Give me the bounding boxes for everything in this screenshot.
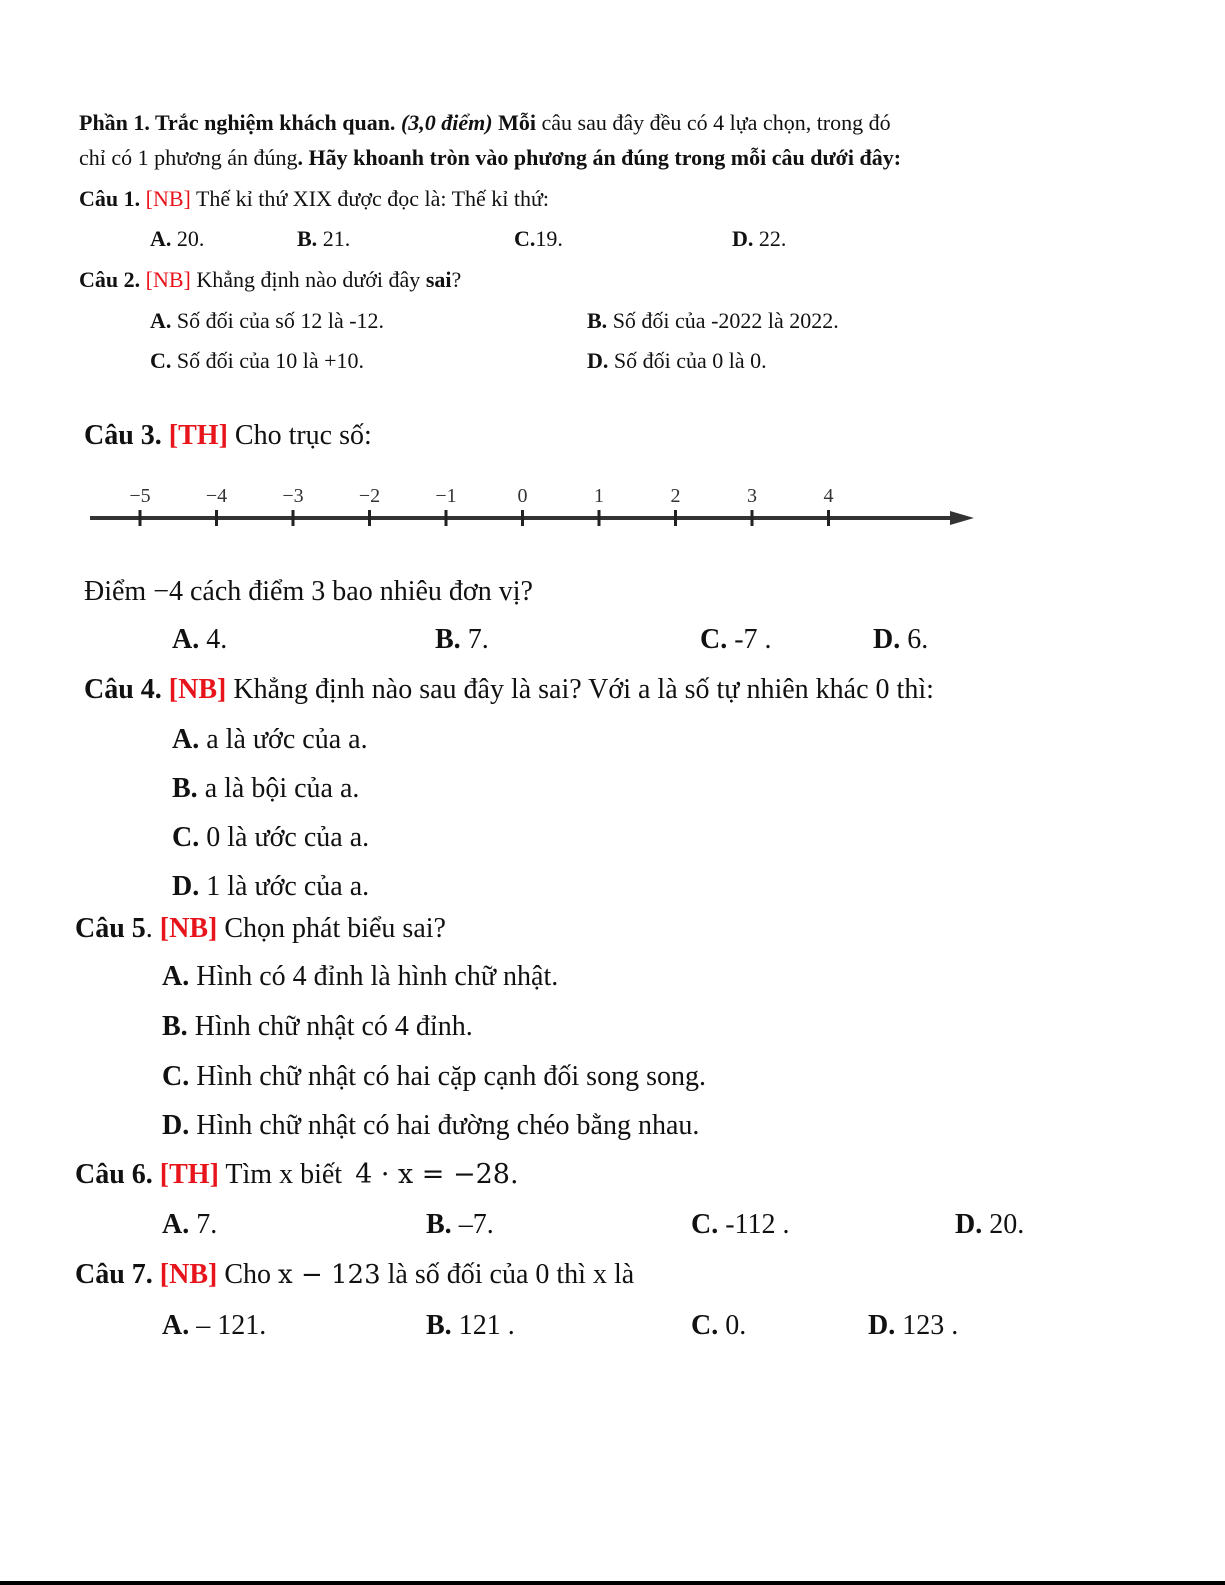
q2-option-d-key: D. [587, 348, 609, 373]
q1-stem: Thế kỉ thứ XIX được đọc là: Thế kỉ thứ: [195, 186, 550, 211]
q5-stem: Chọn phát biểu sai? [224, 913, 446, 944]
q7-option-b-text: 121 . [458, 1310, 515, 1341]
q5-option-c-key: C. [162, 1061, 190, 1092]
q4-option-c-text: 0 là ước của a. [206, 822, 370, 853]
q3-option-c[interactable] [700, 624, 772, 656]
q7-option-c-key: C. [691, 1310, 719, 1341]
question-5 [75, 913, 446, 945]
q4-option-d[interactable] [172, 871, 369, 903]
question-6 [75, 1159, 519, 1191]
q3-option-d-key: D. [873, 624, 901, 655]
number-line-label: −4 [205, 485, 228, 507]
question-2 [79, 267, 461, 293]
q3-option-c-key: C. [700, 624, 728, 655]
q2-option-b[interactable] [587, 308, 839, 334]
part-heading [79, 110, 891, 136]
question-7 [75, 1259, 634, 1291]
q5-option-a-text: Hình có 4 đỉnh là hình chữ nhật. [196, 961, 559, 992]
q7-option-a[interactable] [162, 1310, 266, 1342]
q2-label: Câu 2. [79, 267, 141, 292]
q6-option-d-text: 20. [989, 1209, 1025, 1240]
q6-option-a-text: 7. [196, 1209, 218, 1240]
q1-option-d-text: 22. [758, 226, 787, 251]
question-1 [79, 186, 549, 212]
q7-stem-a: Cho [224, 1259, 272, 1290]
q4-option-c[interactable] [172, 822, 369, 854]
q7-stem-b: là số đối của 0 thì x là [387, 1259, 635, 1290]
q7-option-c[interactable] [691, 1310, 746, 1342]
q7-tag: [NB] [159, 1259, 218, 1290]
q7-option-d[interactable] [868, 1310, 958, 1342]
q6-tag: [TH] [159, 1159, 219, 1190]
number-line-label: 2 [670, 485, 681, 507]
q5-dot: . [145, 913, 153, 944]
q6-option-a[interactable] [162, 1209, 217, 1241]
instruction-line2a: chỉ có 1 phương án đúng [79, 145, 298, 170]
number-line-arrow [950, 511, 974, 525]
part-title: Phần 1. Trắc nghiệm khách quan. [79, 110, 396, 135]
q6-option-c[interactable] [691, 1209, 790, 1241]
q6-option-b-key: B. [426, 1209, 452, 1240]
q5-option-a-key: A. [162, 961, 190, 992]
q6-label: Câu 6. [75, 1159, 153, 1190]
q6-option-b[interactable] [426, 1209, 494, 1241]
q5-option-d-text: Hình chữ nhật có hai đường chéo bằng nhau. [196, 1110, 700, 1141]
q7-option-c-text: 0. [725, 1310, 747, 1341]
q6-option-c-text: -112 . [725, 1209, 790, 1240]
q5-option-b-text: Hình chữ nhật có 4 đỉnh. [194, 1011, 473, 1042]
question-4 [84, 674, 934, 706]
q1-option-a[interactable] [150, 226, 204, 252]
number-line-label: 4 [823, 485, 834, 507]
number-line [80, 478, 980, 538]
q5-option-d-key: D. [162, 1110, 190, 1141]
number-line-label: 0 [517, 485, 528, 507]
q1-option-c-text: 19. [535, 226, 563, 251]
number-line-label: −3 [282, 485, 304, 507]
q3-option-a-key: A. [172, 624, 200, 655]
q3-option-b-key: B. [435, 624, 461, 655]
q7-option-a-text: – 121. [196, 1310, 267, 1341]
q2-option-b-key: B. [587, 308, 608, 333]
instruction-line2 [79, 145, 901, 171]
q4-label: Câu 4. [84, 674, 162, 705]
q7-formula: x − 123 [278, 1260, 381, 1290]
q4-option-a[interactable] [172, 724, 368, 756]
q6-formula: 4 · x = −28. [355, 1159, 519, 1190]
number-line-label: −2 [358, 485, 381, 507]
q5-option-b[interactable] [162, 1011, 473, 1043]
q1-option-b-key: B. [297, 226, 318, 251]
q1-option-a-text: 20. [176, 226, 205, 251]
q7-option-b[interactable] [426, 1310, 515, 1342]
page-bottom-border [0, 1581, 1225, 1585]
q1-option-b[interactable] [297, 226, 350, 252]
q7-label: Câu 7. [75, 1259, 153, 1290]
q2-option-a-key: A. [150, 308, 172, 333]
q1-option-b-text: 21. [322, 226, 351, 251]
q2-stem-end: ? [451, 267, 462, 292]
q7-option-a-key: A. [162, 1310, 190, 1341]
q4-option-b[interactable] [172, 773, 359, 805]
q3-question: Điểm −4 cách điểm 3 bao nhiêu đơn vị? [84, 576, 533, 607]
q4-tag: [NB] [168, 674, 227, 705]
q3-option-c-text: -7 . [734, 624, 772, 655]
q4-option-b-text: a là bội của a. [204, 773, 360, 804]
q4-option-b-key: B. [172, 773, 198, 804]
q2-stem: Khẳng định nào dưới đây [196, 267, 421, 292]
q5-option-a[interactable] [162, 961, 558, 993]
q3-option-d[interactable] [873, 624, 928, 656]
q2-stem-bold: sai [425, 267, 452, 292]
q6-option-c-key: C. [691, 1209, 719, 1240]
q6-stem: Tìm x biết [225, 1159, 343, 1190]
q6-option-d[interactable] [955, 1209, 1024, 1241]
q4-option-d-key: D. [172, 871, 200, 902]
q2-option-b-text: Số đối của -2022 là 2022. [612, 308, 839, 333]
number-line-label: 1 [594, 485, 604, 507]
q1-option-d-key: D. [732, 226, 754, 251]
q4-option-d-text: 1 là ước của a. [206, 871, 370, 902]
q3-option-a-text: 4. [206, 624, 228, 655]
q6-option-d-key: D. [955, 1209, 983, 1240]
q7-option-d-text: 123 . [902, 1310, 959, 1341]
q4-option-a-key: A. [172, 724, 200, 755]
part-points: (3,0 điểm) [400, 110, 493, 135]
instruction-line2b: . Hãy khoanh tròn vào phương án đúng trong mỗi câu dưới đây: [297, 145, 902, 170]
q5-option-c[interactable] [162, 1061, 706, 1093]
q2-option-a-text: Số đối của số 12 là -12. [176, 308, 385, 333]
instruction-bold: Mỗi [498, 110, 536, 135]
q1-option-c[interactable] [514, 226, 563, 252]
q4-option-a-text: a là ước của a. [206, 724, 368, 755]
q2-option-d-text: Số đối của 0 là 0. [613, 348, 767, 373]
q2-option-a[interactable] [150, 308, 384, 334]
instruction-line1: câu sau đây đều có 4 lựa chọn, trong đó [541, 110, 891, 135]
number-line-label: 3 [747, 485, 757, 507]
q5-option-d[interactable] [162, 1110, 699, 1142]
q1-option-c-key: C. [514, 226, 536, 251]
q4-option-c-key: C. [172, 822, 200, 853]
q3-tag: [TH] [168, 420, 228, 451]
q3-option-a[interactable] [172, 624, 227, 656]
q1-tag: [NB] [145, 186, 191, 211]
question-3 [84, 420, 372, 452]
q1-label: Câu 1. [79, 186, 141, 211]
q3-option-d-text: 6. [907, 624, 929, 655]
q5-label: Câu 5 [75, 913, 146, 944]
q6-option-b-text: –7. [458, 1209, 494, 1240]
q3-label: Câu 3. [84, 420, 162, 451]
q2-option-c-key: C. [150, 348, 172, 373]
q1-option-d[interactable] [732, 226, 786, 252]
number-line-label: −5 [129, 485, 151, 507]
q6-option-a-key: A. [162, 1209, 190, 1240]
q4-stem: Khẳng định nào sau đây là sai? Với a là số tự nhiên khác 0 thì: [233, 674, 934, 705]
number-line-label: −1 [435, 485, 457, 507]
q5-option-b-key: B. [162, 1011, 188, 1042]
q7-option-d-key: D. [868, 1310, 896, 1341]
q3-option-b-text: 7. [467, 624, 489, 655]
q5-tag: [NB] [159, 913, 218, 944]
q2-option-d[interactable] [587, 348, 767, 374]
q7-option-b-key: B. [426, 1310, 452, 1341]
q3-option-b[interactable] [435, 624, 489, 656]
q2-option-c-text: Số đối của 10 là +10. [176, 348, 365, 373]
q3-stem: Cho trục số: [234, 420, 372, 451]
q2-option-c[interactable] [150, 348, 364, 374]
q5-option-c-text: Hình chữ nhật có hai cặp cạnh đối song song. [196, 1061, 706, 1092]
q2-tag: [NB] [145, 267, 191, 292]
q1-option-a-key: A. [150, 226, 172, 251]
